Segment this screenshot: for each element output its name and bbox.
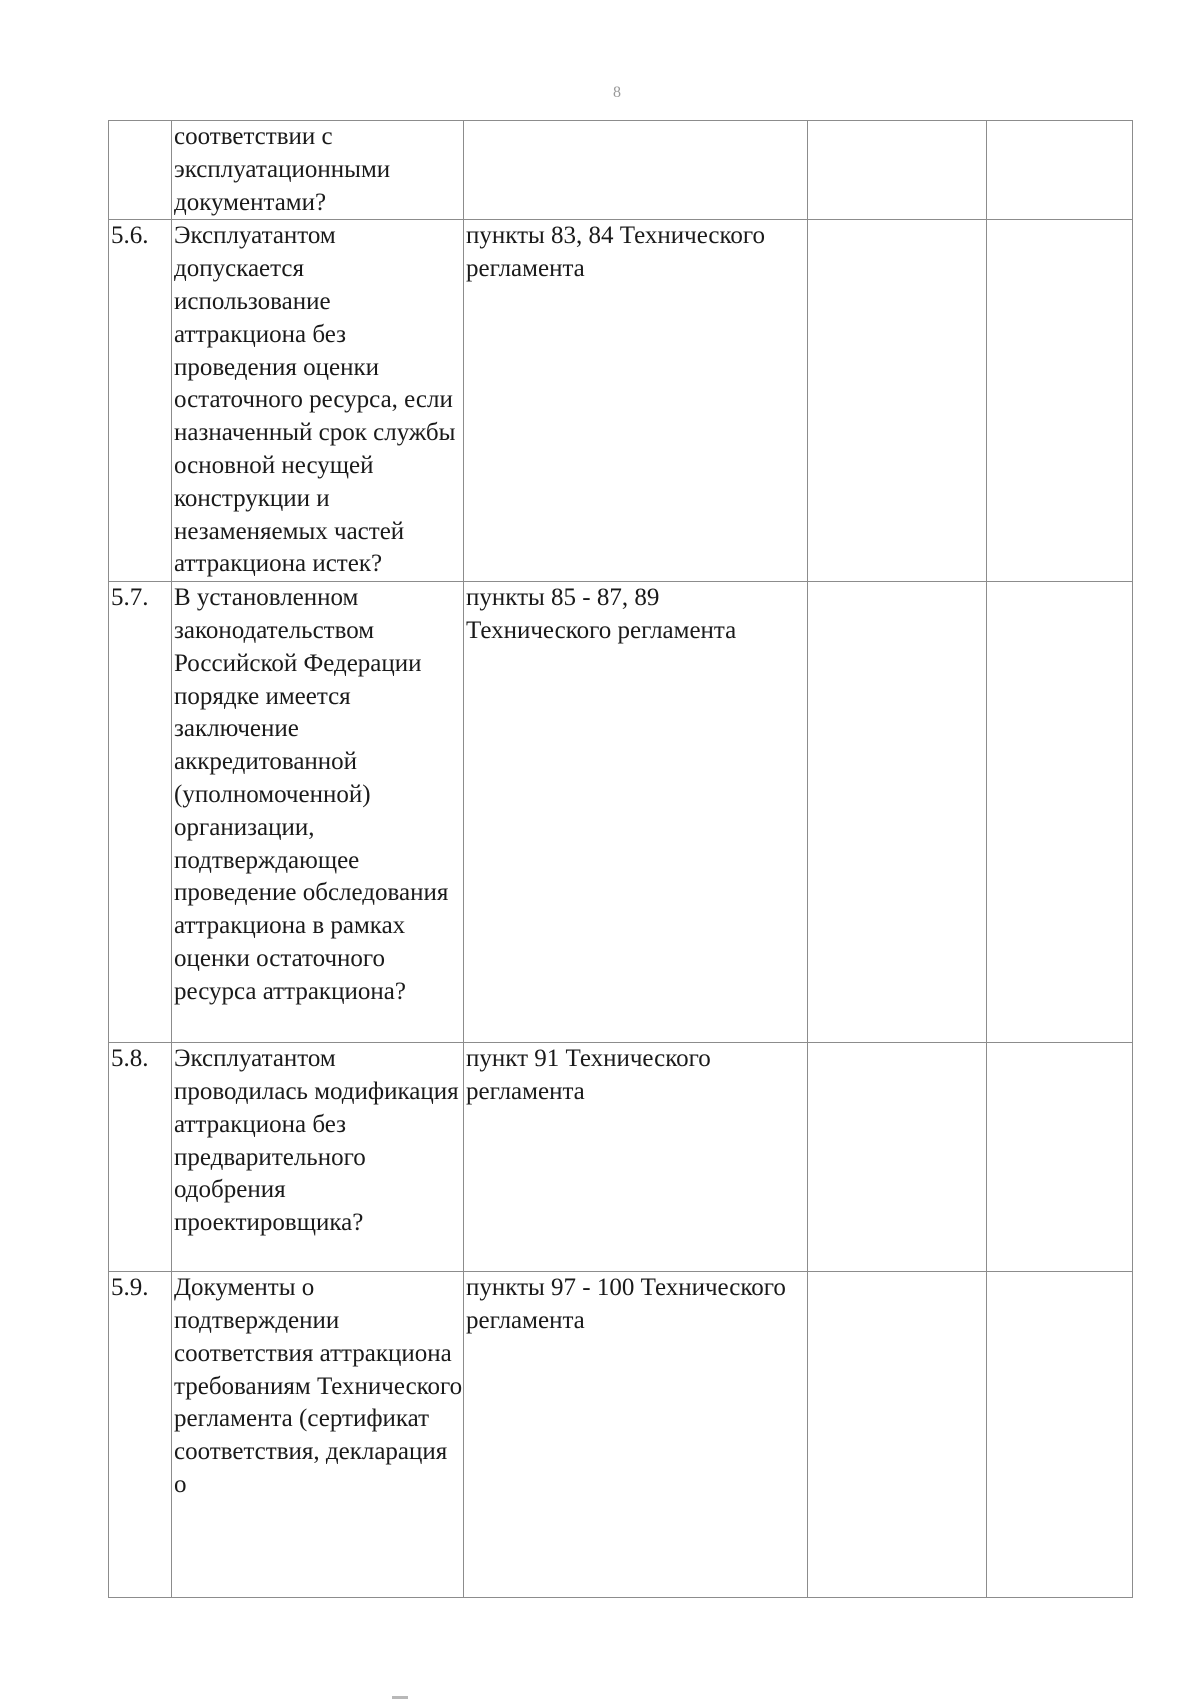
scan-mark	[392, 1696, 408, 1699]
item-number: 5.9.	[109, 1272, 172, 1598]
question-text: Эксплуатантом проводилась модификация аттракциона без предварительного одобрения проектировщика?	[172, 1043, 464, 1272]
table-row	[109, 1272, 1133, 1598]
table-row	[109, 220, 1133, 582]
regulation-reference: пункты 97 - 100 Технического регламента	[464, 1272, 808, 1598]
empty-cell	[987, 582, 1133, 1043]
empty-cell	[808, 1043, 987, 1272]
regulation-reference: пункты 85 - 87, 89 Технического регламента	[464, 582, 808, 1043]
page-number: 8	[613, 84, 621, 101]
empty-cell	[808, 582, 987, 1043]
empty-cell	[808, 121, 987, 220]
table-row	[109, 1043, 1133, 1272]
empty-cell	[987, 1043, 1133, 1272]
item-number: 5.8.	[109, 1043, 172, 1272]
item-number: 5.6.	[109, 220, 172, 582]
empty-cell	[987, 1272, 1133, 1598]
empty-cell	[987, 121, 1133, 220]
regulation-reference: пункт 91 Технического регламента	[464, 1043, 808, 1272]
empty-cell	[808, 1272, 987, 1598]
checklist-table	[108, 120, 1133, 1598]
table-row	[109, 582, 1133, 1043]
question-text: Документы о подтверждении соответствия аттракциона требованиям Технического регламента (сертификат соответствия, декларация о	[172, 1272, 464, 1598]
question-text: В установленном законодательством Российской Федерации порядке имеется заключение аккредитованной (уполномоченной) организации, подтверждающее проведение обследования аттракциона в рамках оценки остаточного ресурса аттракциона?	[172, 582, 464, 1043]
question-text: соответствии с эксплуатационными документами?	[172, 121, 464, 220]
empty-cell	[987, 220, 1133, 582]
regulation-reference: пункты 83, 84 Технического регламента	[464, 220, 808, 582]
regulation-reference	[464, 121, 808, 220]
item-number	[109, 121, 172, 220]
item-number: 5.7.	[109, 582, 172, 1043]
empty-cell	[808, 220, 987, 582]
question-text: Эксплуатантом допускается использование аттракциона без проведения оценки остаточного ресурса, если назначенный срок службы основной несущей конструкции и незаменяемых частей аттракциона истек?	[172, 220, 464, 582]
table-row	[109, 121, 1133, 220]
